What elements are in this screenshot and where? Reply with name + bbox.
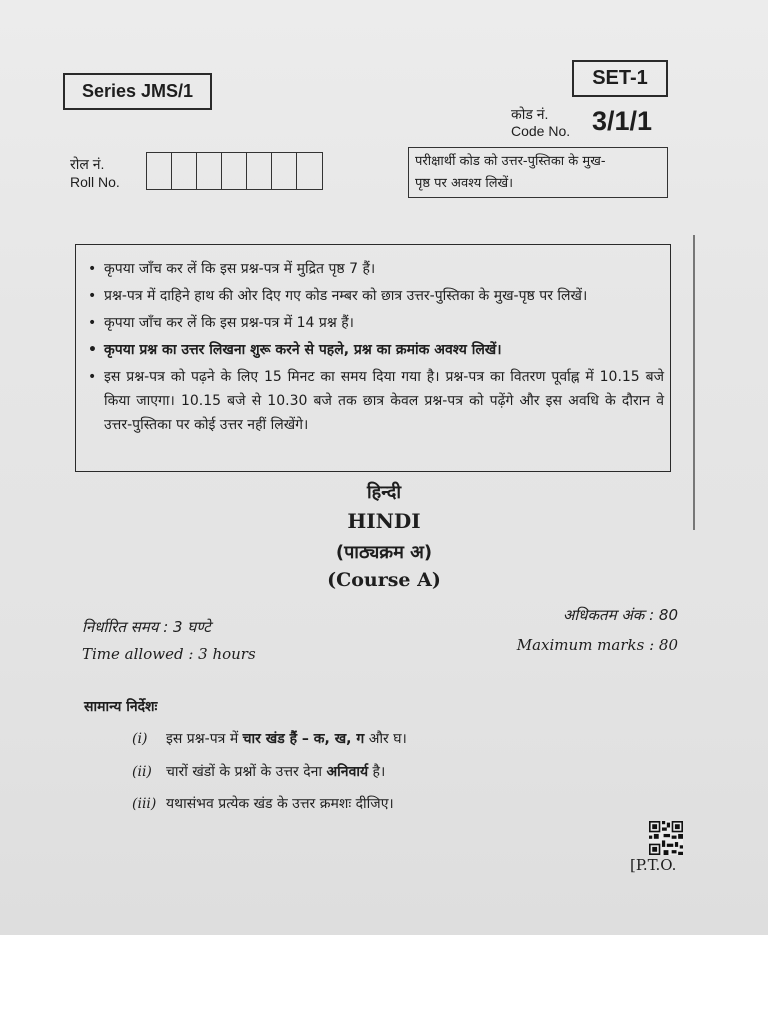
item-text: चारों खंडों के प्रश्नों के उत्तर देना [166, 764, 327, 780]
instruction-item [86, 257, 664, 281]
roll-number-cell[interactable] [147, 153, 172, 189]
subject-title-hindi: हिन्दी [366, 482, 401, 503]
roll-label-english: Roll No. [70, 174, 120, 190]
candidate-note-line-2: पृष्ठ पर अवश्य लिखें। [415, 176, 514, 191]
series-box: Series JMS/1 [63, 73, 212, 110]
qr-code-icon [649, 821, 683, 855]
please-turn-over: [P.T.O. [630, 856, 677, 874]
roll-label [70, 155, 120, 191]
code-label-english: Code No. [511, 123, 571, 139]
roll-number-cell[interactable] [297, 153, 322, 189]
roll-number-cell[interactable] [272, 153, 297, 189]
max-marks-hindi: अधिकतम अंक : 80 [562, 606, 678, 624]
subject-title-english: HINDI [347, 509, 421, 533]
item-text-end: और घ। [364, 731, 407, 747]
item-text-end: है। [368, 764, 386, 780]
instruction-text: कृपया जाँच कर लें कि इस प्रश्न-पत्र में 14 प्रश्न हैं। [104, 315, 354, 331]
item-number: (iii) [132, 796, 157, 812]
item-text-bold: चार खंड हैं – क, ख, ग [242, 731, 365, 747]
item-number: (i) [132, 731, 148, 747]
instruction-item [86, 338, 664, 362]
general-instruction-item [132, 762, 385, 781]
bullet-icon: • [88, 288, 97, 304]
instruction-text: प्रश्न-पत्र में दाहिने हाथ की ओर दिए गए कोड नम्बर को छात्र उत्तर-पुस्तिका के मुख-पृष्ठ पर लिखें। [104, 288, 588, 304]
item-text: यथासंभव प्रत्येक खंड के उत्तर क्रमशः दीजिए। [166, 796, 394, 812]
candidate-code-note [408, 147, 668, 198]
roll-number-cell[interactable] [247, 153, 272, 189]
bullet-icon: • [88, 369, 97, 385]
item-text: इस प्रश्न-पत्र में [166, 731, 243, 747]
bullet-icon: • [88, 261, 97, 277]
course-title-english: (Course A) [327, 569, 441, 591]
time-allowed-english: Time allowed : 3 hours [82, 645, 256, 663]
instruction-text: इस प्रश्न-पत्र को पढ़ने के लिए 15 मिनट का समय दिया गया है। प्रश्न-पत्र का वितरण पूर्वाह्न में 10.15 बजे किया जाएगा। 10.15 बजे से 10.30 बजे तक छात्र केवल प्रश्न-पत्र को पढ़ेंगे और इस अवधि के दौरान वे उत्तर-पुस्तिका पर कोई उत्तर नहीं लिखेंगे। [104, 369, 664, 433]
general-instructions-heading: सामान्य निर्देशः [84, 699, 158, 715]
instruction-item [86, 311, 664, 335]
course-title-hindi: (पाठ्यक्रम अ) [335, 542, 433, 563]
item-text-bold: अनिवार्य [326, 764, 369, 780]
instruction-text: कृपया जाँच कर लें कि इस प्रश्न-पत्र में मुद्रित पृष्ठ 7 हैं। [104, 261, 376, 277]
roll-number-boxes[interactable] [146, 152, 323, 190]
instruction-item [86, 365, 664, 437]
bullet-icon: • [88, 342, 97, 358]
roll-number-cell[interactable] [172, 153, 197, 189]
instruction-item [86, 284, 664, 308]
candidate-note-line-1: परीक्षार्थी कोड को उत्तर-पुस्तिका के मुख- [415, 154, 606, 169]
set-box: SET-1 [572, 60, 668, 97]
roll-number-cell[interactable] [222, 153, 247, 189]
code-label [511, 106, 570, 140]
general-instruction-item [132, 794, 394, 813]
instructions-box [75, 244, 671, 472]
general-instruction-item [132, 729, 407, 748]
time-allowed-hindi: निर्धारित समय : 3 घण्टे [82, 618, 211, 636]
max-marks-english: Maximum marks : 80 [516, 636, 678, 654]
item-number: (ii) [132, 764, 152, 780]
bullet-icon: • [88, 315, 97, 331]
roll-label-hindi: रोल नं. [70, 156, 105, 172]
roll-number-cell[interactable] [197, 153, 222, 189]
instructions-list [86, 257, 664, 437]
code-label-hindi: कोड नं. [511, 106, 549, 122]
code-number: 3/1/1 [592, 106, 653, 136]
instruction-text: कृपया प्रश्न का उत्तर लिखना शुरू करने से पहले, प्रश्न का क्रमांक अवश्य लिखें। [104, 342, 502, 358]
